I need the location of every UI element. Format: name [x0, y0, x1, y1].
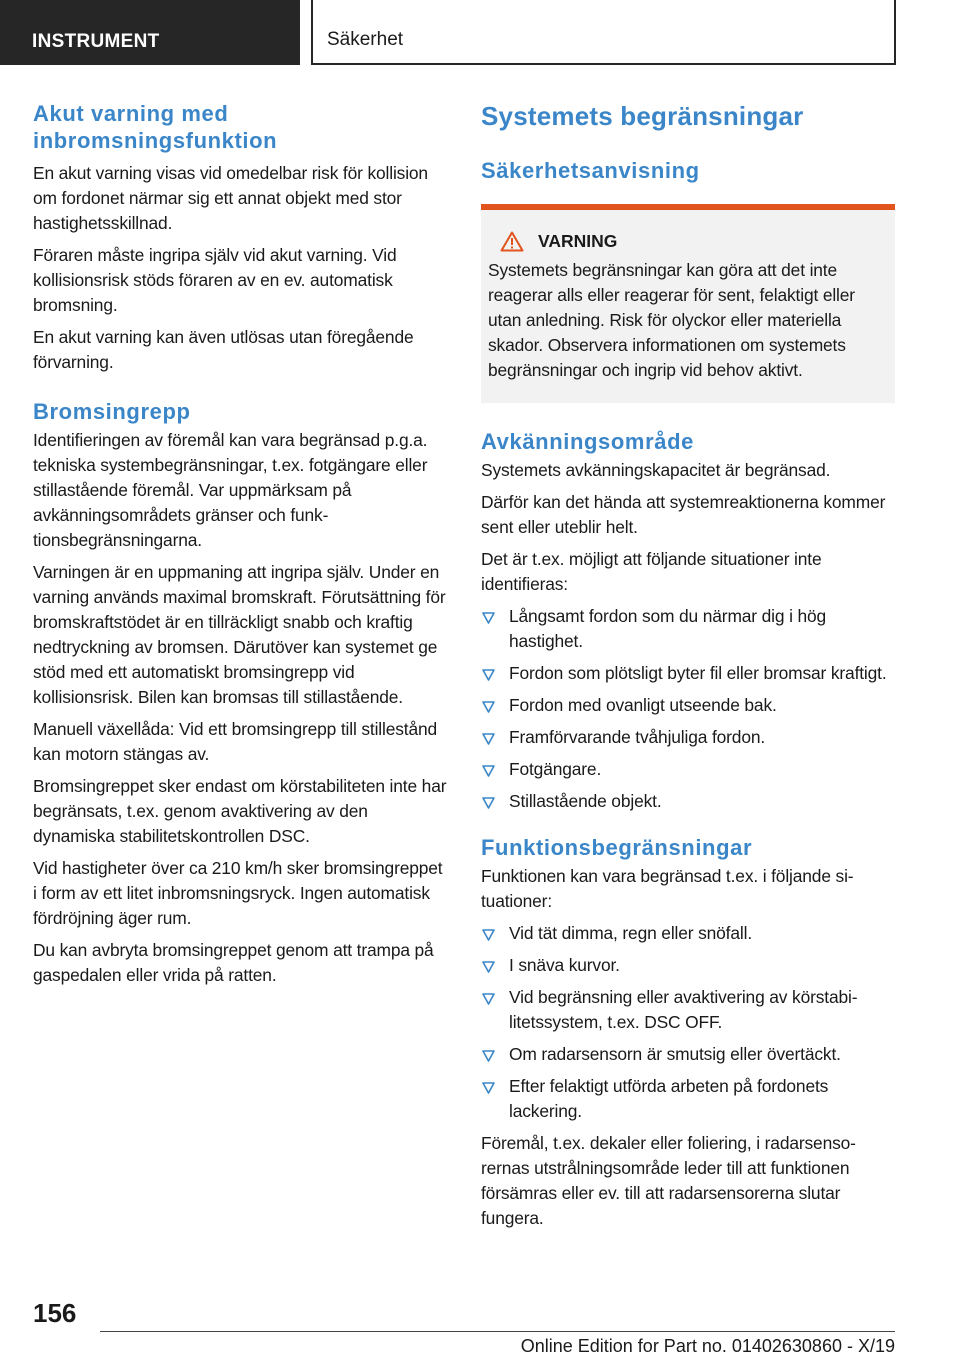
heading-systemets-begransningar: Systemets begränsningar: [481, 101, 804, 131]
list-item-text: I snäva kurvor.: [509, 955, 620, 975]
paragraph: Varningen är en uppmaning att ingripa själv. Under en varning används maximal bromskraft. Förutsättning för bromskraftstödet är en tillräckligt snabb och kraftig nedtryckning av bromsen. Därutöver kan systemet ge stöd med ett automatiskt bromsingrepp vid kollisionsrisk. Bilen kan bromsas till stillastående.: [33, 562, 446, 707]
list-item-text: Vid begränsning eller avaktivering av körstabilitetssystem, t.ex. DSC OFF.: [509, 987, 858, 1032]
list-item: [481, 757, 895, 782]
warning-text: Systemets begränsningar kan göra att det inte reagerar alls eller reagerar för sent, felaktigt eller utan anledning. Risk för olyckor eller materiella skador. Observera informationen om systemets begränsningar och ingrip vid behov aktivt.: [488, 260, 855, 380]
list-item: [481, 1042, 895, 1067]
list-item-text: Vid tät dimma, regn eller snöfall.: [509, 923, 752, 943]
heading-avkanningsomrade: Avkänningsområde: [481, 429, 694, 454]
paragraph: En akut varning kan även utlösas utan föregående förvarning.: [33, 327, 414, 372]
warning-triangle-icon: [500, 231, 524, 252]
triangle-bullet-icon: [482, 669, 495, 681]
paragraph: Föremål, t.ex. dekaler eller foliering, i radarsensorernas utstrålningsområde leder till att funktionen försämras eller ev. till att radarsensorerna slutar fungera.: [481, 1133, 856, 1228]
page-number: 156: [33, 1298, 77, 1328]
list-item-text: Efter felaktigt utförda arbeten på fordonets lackering.: [509, 1076, 829, 1121]
left-column: [33, 100, 448, 988]
paragraph: Systemets avkänningskapacitet är begränsad.: [481, 460, 831, 480]
triangle-bullet-icon: [482, 701, 495, 713]
heading-funktionsbegransningar: Funktionsbegränsningar: [481, 835, 753, 860]
heading-bromsingrepp: Bromsingrepp: [33, 399, 191, 424]
footer-divider: [100, 1331, 895, 1332]
footer-edition: Online Edition for Part no. 01402630860 - X/19: [520, 1336, 895, 1356]
paragraph: Därför kan det hända att systemreaktionerna kommer sent eller uteblir helt.: [481, 492, 886, 537]
triangle-bullet-icon: [482, 961, 495, 973]
paragraph: Du kan avbryta bromsingreppet genom att trampa på gaspedalen eller vrida på ratten.: [33, 940, 434, 985]
triangle-bullet-icon: [482, 612, 495, 624]
heading-sakerhetsanvisning: Säkerhetsanvisning: [481, 158, 700, 183]
paragraph: Det är t.ex. möjligt att följande situationer inte identifieras:: [481, 549, 822, 594]
list-item-text: Fordon med ovanligt utseende bak.: [509, 695, 777, 715]
right-column: [481, 100, 895, 1231]
situations-list: [481, 604, 895, 814]
paragraph: Funktionen kan vara begränsad t.ex. i följande situationer:: [481, 866, 854, 911]
limitations-list: [481, 921, 895, 1124]
paragraph: Identifieringen av föremål kan vara begränsad p.g.a. tekniska systembegränsningar, t.ex. fotgängare eller stillastående föremål. Var uppmärksam på avkänningsområdets gränser och funktionsbegränsningarna.: [33, 430, 428, 550]
list-item: [481, 661, 895, 686]
list-item-text: Fotgängare.: [509, 759, 602, 779]
paragraph: Vid hastigheter över ca 210 km/h sker bromsingreppet i form av ett litet inbromsningsryck. Ingen automatisk fördröjning äger rum.: [33, 858, 443, 928]
triangle-bullet-icon: [482, 993, 495, 1005]
list-item: [481, 1074, 895, 1124]
triangle-bullet-icon: [482, 733, 495, 745]
triangle-bullet-icon: [482, 929, 495, 941]
list-item: [481, 789, 895, 814]
paragraph: En akut varning visas vid omedelbar risk för kollision om fordonet närmar sig ett annat objekt med stor hastighetsskillnad.: [33, 163, 428, 233]
list-item-text: Framförvarande tvåhjuliga fordon.: [509, 727, 766, 747]
list-item: [481, 693, 895, 718]
list-item: [481, 921, 895, 946]
header-section-label: INSTRUMENT: [32, 31, 160, 52]
triangle-bullet-icon: [482, 765, 495, 777]
paragraph: Föraren måste ingripa själv vid akut varning. Vid kollisionsrisk stöds föraren av en ev. automatisk bromsning.: [33, 245, 397, 315]
heading-akut-varning: Akut varning med inbromsningsfunktion: [33, 101, 278, 153]
header-section-tab: [0, 0, 300, 65]
triangle-bullet-icon: [482, 1050, 495, 1062]
list-item-text: Om radarsensorn är smutsig eller övertäckt.: [509, 1044, 841, 1064]
list-item: [481, 604, 895, 654]
triangle-bullet-icon: [482, 797, 495, 809]
warning-title-label: VARNING: [538, 231, 618, 251]
list-item: [481, 985, 895, 1035]
paragraph: Bromsingreppet sker endast om körstabiliteten inte har begränsats, t.ex. genom avaktivering av den dynamiska stabilitetskontrollen DSC.: [33, 776, 447, 846]
list-item: [481, 725, 895, 750]
list-item-text: Stillastående objekt.: [509, 791, 662, 811]
header-chapter-tab: [311, 0, 896, 65]
warning-box: [481, 204, 895, 403]
list-item-text: Fordon som plötsligt byter fil eller bromsar kraftigt.: [509, 663, 887, 683]
warning-title: [488, 230, 887, 252]
list-item: [481, 953, 895, 978]
paragraph: Manuell växellåda: Vid ett bromsingrepp till stillestånd kan motorn stängas av.: [33, 719, 438, 764]
triangle-bullet-icon: [482, 1082, 495, 1094]
header-chapter-label: Säkerhet: [327, 29, 404, 50]
list-item-text: Långsamt fordon som du närmar dig i hög hastighet.: [509, 606, 827, 651]
